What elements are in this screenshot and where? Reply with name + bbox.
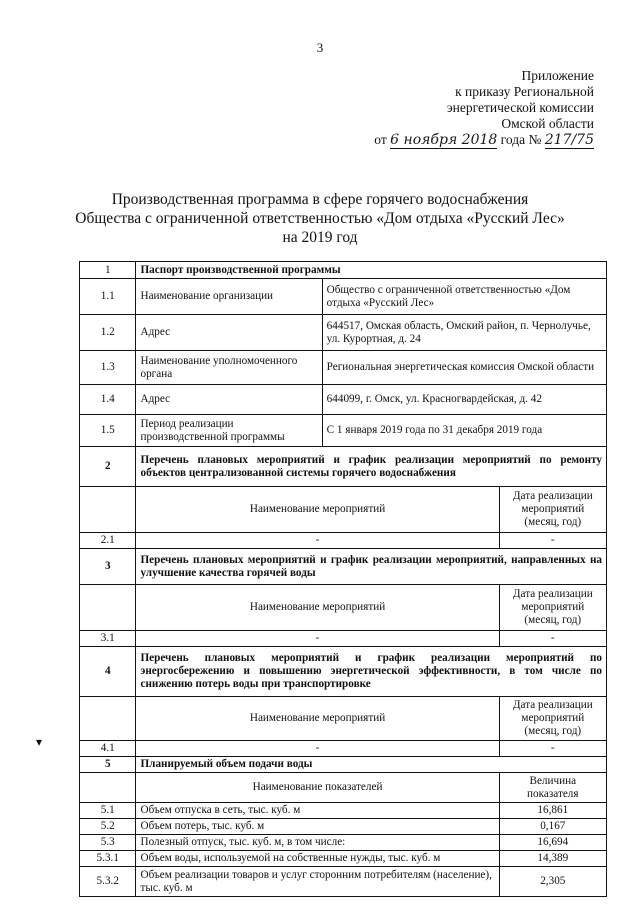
empty-cell bbox=[80, 697, 136, 741]
row-value: 16,694 bbox=[499, 835, 606, 851]
table-row bbox=[80, 533, 607, 549]
table-row bbox=[80, 631, 607, 647]
appendix-line-3: энергетической комиссии bbox=[446, 100, 594, 115]
table-row bbox=[80, 819, 607, 835]
section-5-header bbox=[80, 757, 607, 773]
row-value: Общество с ограниченной ответственностью «Дом отдыха «Русский Лес» bbox=[322, 279, 606, 315]
table-row bbox=[80, 803, 607, 819]
title-line-3: на 2019 год bbox=[282, 229, 358, 246]
row-name: - bbox=[136, 631, 499, 647]
program-table bbox=[79, 261, 607, 897]
order-date-line bbox=[374, 132, 594, 148]
table-row bbox=[80, 867, 607, 897]
row-value: С 1 января 2019 года по 31 декабря 2019 года bbox=[322, 415, 606, 447]
section-1-header bbox=[80, 262, 607, 279]
table-row bbox=[80, 385, 607, 415]
date-prefix: от bbox=[374, 132, 387, 147]
row-number: 1.5 bbox=[80, 415, 136, 447]
column-header-name: Наименование мероприятий bbox=[136, 487, 499, 533]
row-number: 3.1 bbox=[80, 631, 136, 647]
row-number: 1.1 bbox=[80, 279, 136, 315]
row-label: Адрес bbox=[136, 385, 322, 415]
section-2-column-headers bbox=[80, 487, 607, 533]
row-date: - bbox=[499, 631, 606, 647]
table-row bbox=[80, 279, 607, 315]
section-2-number: 2 bbox=[80, 447, 136, 487]
column-header-value: Величина показателя bbox=[499, 773, 606, 803]
row-value: 644517, Омская область, Омский район, п. Чернолучье, ул. Курортная, д. 24 bbox=[322, 315, 606, 351]
section-5-number: 5 bbox=[80, 757, 136, 773]
row-value: Региональная энергетическая комиссия Омской области bbox=[322, 351, 606, 385]
appendix-line-4: Омской области bbox=[501, 116, 594, 131]
year-suffix: года № bbox=[500, 132, 542, 147]
section-2-header bbox=[80, 447, 607, 487]
section-3-column-headers bbox=[80, 585, 607, 631]
title-line-1: Производственная программа в сфере горячего водоснабжения bbox=[111, 191, 529, 208]
row-number: 5.3.2 bbox=[80, 867, 136, 897]
page-number: 3 bbox=[316, 40, 324, 55]
row-name: Объем потерь, тыс. куб. м bbox=[136, 819, 499, 835]
row-date: - bbox=[499, 741, 606, 757]
appendix-line-2: к приказу Региональной bbox=[455, 84, 594, 99]
row-value: 2,305 bbox=[499, 867, 606, 897]
section-3-title: Перечень плановых мероприятий и график реализации мероприятий, направленных на улучшение качества горячей воды bbox=[136, 549, 607, 585]
row-number: 5.3.1 bbox=[80, 851, 136, 867]
section-3-number: 3 bbox=[80, 549, 136, 585]
section-4-column-headers bbox=[80, 697, 607, 741]
handwritten-date: 6 ноября 2018 bbox=[390, 132, 498, 148]
row-name: - bbox=[136, 533, 499, 549]
section-5-title: Планируемый объем подачи воды bbox=[136, 757, 607, 773]
row-number: 5.2 bbox=[80, 819, 136, 835]
row-number: 1.2 bbox=[80, 315, 136, 351]
row-value: 16,861 bbox=[499, 803, 606, 819]
column-header-name: Наименование показателей bbox=[136, 773, 499, 803]
row-number: 1.4 bbox=[80, 385, 136, 415]
row-number: 5.1 bbox=[80, 803, 136, 819]
row-name: Объем воды, используемой на собственные нужды, тыс. куб. м bbox=[136, 851, 499, 867]
section-5-column-headers bbox=[80, 773, 607, 803]
section-3-header bbox=[80, 549, 607, 585]
row-number: 4.1 bbox=[80, 741, 136, 757]
row-label: Адрес bbox=[136, 315, 322, 351]
row-number: 5.3 bbox=[80, 835, 136, 851]
table-row bbox=[80, 351, 607, 385]
row-label: Период реализации производственной программы bbox=[136, 415, 322, 447]
table-row bbox=[80, 315, 607, 351]
table-row bbox=[80, 851, 607, 867]
row-name: Полезный отпуск, тыс. куб. м, в том числе: bbox=[136, 835, 499, 851]
row-date: - bbox=[499, 533, 606, 549]
column-header-date: Дата реализации мероприятий (месяц, год) bbox=[499, 487, 606, 533]
empty-cell bbox=[80, 585, 136, 631]
row-number: 1.3 bbox=[80, 351, 136, 385]
column-header-name: Наименование мероприятий bbox=[136, 697, 499, 741]
appendix-block bbox=[374, 68, 594, 148]
row-name: - bbox=[136, 741, 499, 757]
row-value: 14,389 bbox=[499, 851, 606, 867]
section-1-number: 1 bbox=[80, 262, 136, 279]
row-value: 0,167 bbox=[499, 819, 606, 835]
section-1-title: Паспорт производственной программы bbox=[136, 262, 607, 279]
table-row bbox=[80, 741, 607, 757]
column-header-date: Дата реализации мероприятий (месяц, год) bbox=[499, 585, 606, 631]
margin-mark: ▾ bbox=[36, 735, 43, 749]
empty-cell bbox=[80, 487, 136, 533]
column-header-date: Дата реализации мероприятий (месяц, год) bbox=[499, 697, 606, 741]
row-label: Наименование организации bbox=[136, 279, 322, 315]
section-4-title: Перечень плановых мероприятий и график реализации мероприятий по энергосбережению и повышению энергетической эффективности, в том числе по снижению потерь воды при транспортировке bbox=[136, 647, 607, 697]
row-value: 644099, г. Омск, ул. Красногвардейская, д. 42 bbox=[322, 385, 606, 415]
appendix-line-1: Приложение bbox=[521, 68, 594, 83]
row-name: Объем отпуска в сеть, тыс. куб. м bbox=[136, 803, 499, 819]
title-line-2: Общества с ограниченной ответственностью «Дом отдыха «Русский Лес» bbox=[75, 210, 565, 227]
document-title bbox=[0, 190, 640, 247]
section-4-number: 4 bbox=[80, 647, 136, 697]
section-2-title: Перечень плановых мероприятий и график реализации мероприятий по ремонту объектов централизованной системы горячего водоснабжения bbox=[136, 447, 607, 487]
column-header-name: Наименование мероприятий bbox=[136, 585, 499, 631]
row-name: Объем реализации товаров и услуг сторонним потребителям (население), тыс. куб. м bbox=[136, 867, 499, 897]
table-row bbox=[80, 415, 607, 447]
table-row bbox=[80, 835, 607, 851]
section-4-header bbox=[80, 647, 607, 697]
row-number: 2.1 bbox=[80, 533, 136, 549]
empty-cell bbox=[80, 773, 136, 803]
row-label: Наименование уполномоченного органа bbox=[136, 351, 322, 385]
handwritten-order-number: 217/75 bbox=[544, 132, 594, 148]
